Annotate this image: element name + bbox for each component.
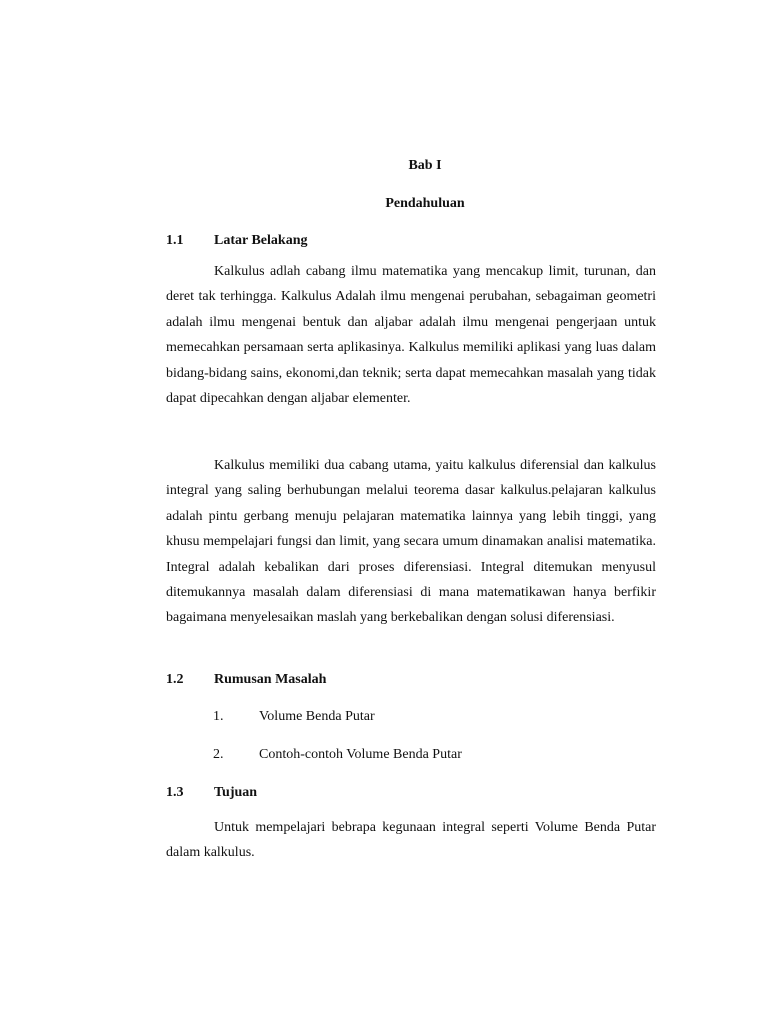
chapter-title: Bab I bbox=[408, 158, 442, 173]
paragraph-tujuan: Untuk mempelajari bebrapa kegunaan integral seperti Volume Benda Putar dalam kalkulus. bbox=[166, 820, 656, 861]
list-marker: 1. bbox=[213, 709, 224, 724]
list-item-text: Volume Benda Putar bbox=[259, 709, 375, 724]
section-heading-latar-belakang bbox=[166, 231, 666, 251]
chapter-subtitle: Pendahuluan bbox=[385, 196, 465, 211]
section-number: 1.1 bbox=[166, 233, 184, 248]
section-heading-tujuan bbox=[166, 783, 666, 803]
list-marker: 2. bbox=[213, 747, 224, 762]
section-number: 1.2 bbox=[166, 672, 184, 687]
list-item bbox=[213, 707, 653, 727]
section-heading-rumusan-masalah bbox=[166, 670, 666, 690]
list-item bbox=[213, 745, 653, 765]
section-title: Rumusan Masalah bbox=[214, 672, 327, 687]
section-title: Latar Belakang bbox=[214, 233, 308, 248]
section-title: Tujuan bbox=[214, 785, 258, 800]
paragraph-latar-belakang-1: Kalkulus adlah cabang ilmu matematika yang mencakup limit, turunan, dan deret tak terhingga. Kalkulus Adalah ilmu mengenai perubahan, sebagaiman geometri adalah ilmu mengenai bentuk dan aljabar adalah ilmu mengenai pengerjaan untuk memecahkan persamaan serta aplikasinya. Kalkulus memiliki aplikasi yang luas dalam bidang-bidang sains, ekonomi,dan teknik; serta dapat memecahkan masalah yang tidak dapat dipecahkan dengan aljabar elementer. bbox=[166, 264, 656, 407]
paragraph-latar-belakang-2: Kalkulus memiliki dua cabang utama, yaitu kalkulus diferensial dan kalkulus integral yang saling berhubungan melalui teorema dasar kalkulus.pelajaran kalkulus adalah pintu gerbang menuju pelajaran matematika lainnya yang lebih tinggi, yang khusu mempelajari fungsi dan limit, yang secara umum dinamakan analisi matematika. Integral adalah kebalikan dari proses diferensiasi. Integral ditemukan menyusul ditemukannya masalah dalam diferensiasi di mana matematikawan hanya berfikir bagaimana menyelesaikan maslah yang berkebalikan dengan solusi diferensiasi. bbox=[166, 458, 656, 626]
section-number: 1.3 bbox=[166, 785, 184, 800]
list-item-text: Contoh-contoh Volume Benda Putar bbox=[259, 747, 462, 762]
